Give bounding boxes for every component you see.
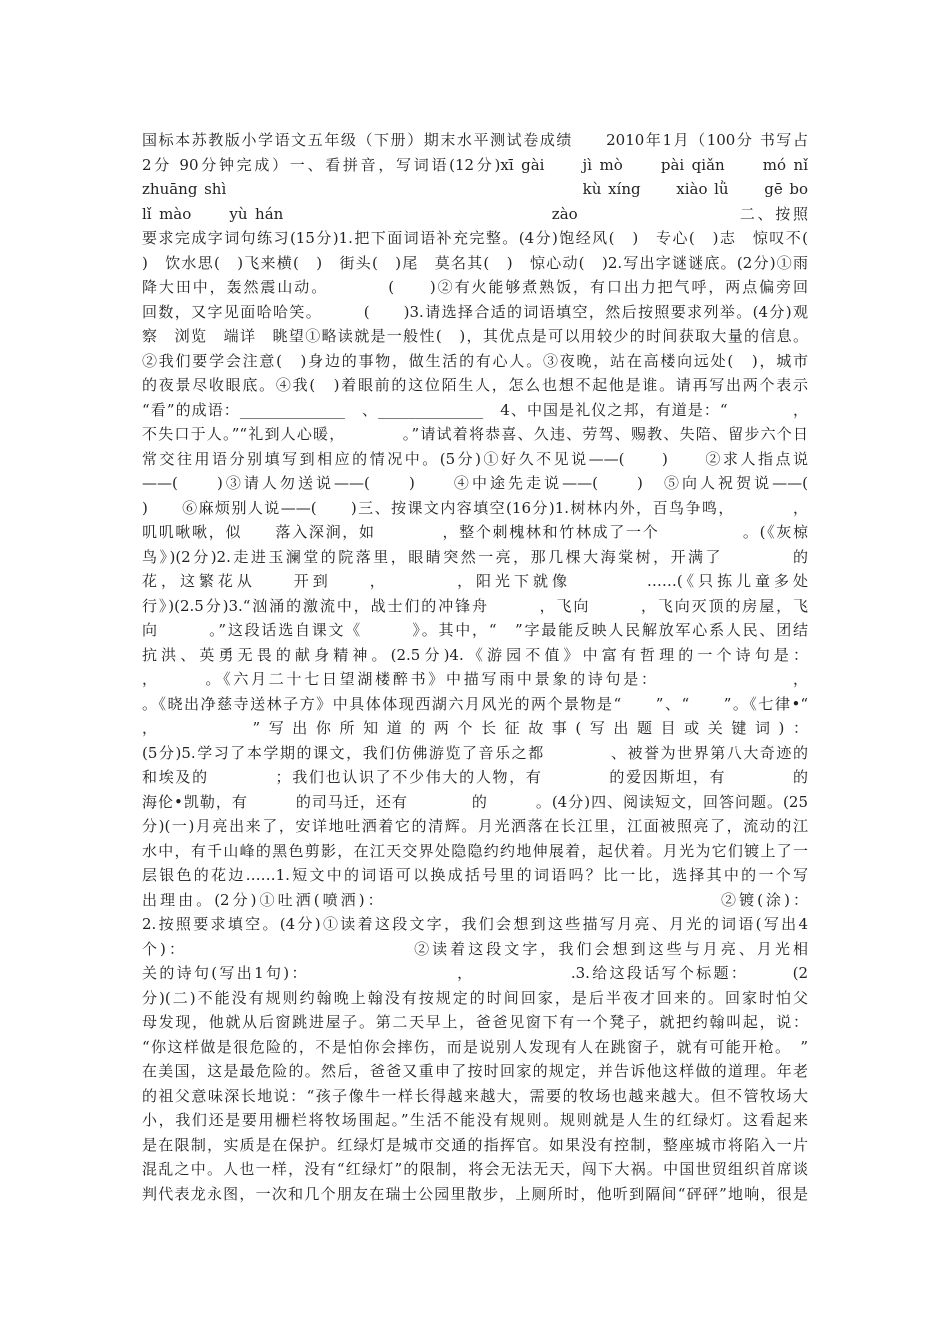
text-line: 要求完成字词句练习(15分)1.把下面词语补充完整。(4分)饱经风( ) 专心( )志 惊叹不(	[142, 229, 808, 247]
text-line: 花，这繁花从 开到 ， ，阳光下就像 ……(《只拣儿童多处	[142, 572, 808, 590]
text-line: 向 。”这段话选自课文《 》。其中，“ ”字最能反映人民解放军心系人民、团结	[142, 621, 808, 639]
text-line: 不失口于人。”“礼到人心暖， 。”请试着将恭喜、久违、劳驾、赐教、失陪、留步六个日	[142, 425, 808, 443]
text-line: ) 饮水思( )飞来横( ) 街头( )尾 莫名其( ) 惊心动( )2.写出字谜谜底。(2分)①雨	[142, 253, 808, 272]
text-line: 鸟》)(2分)2.走进玉澜堂的院落里，眼睛突然一亮，那几棵大海棠树，开满了 的	[142, 547, 808, 566]
text-line: 降大田中，轰然震山动。 ( )②有火能够煮熟饭，有口出力把气呼，两点偏旁回	[142, 278, 808, 296]
text-line: 的祖父意味深长地说：“孩子像牛一样长得越来越大，需要的牧场也越来越大。但不管牧场大	[142, 1086, 808, 1105]
text-line: 国标本苏教版小学语文五年级（下册）期末水平测试卷成绩 2010年1月（100分 书写占	[142, 131, 808, 149]
text-line: lǐ mào yù hán zào 二、按照	[142, 204, 808, 223]
text-line: 出理由。(2分)①吐洒(喷洒)： ②镀(涂)：	[142, 890, 808, 909]
text-line: zhuāng shì kù xíng xiào lǜ gē bo	[142, 180, 808, 198]
text-line: “看”的成语：______________ 、______________ 4、中国是礼仪之邦，有道是：“ ，	[142, 400, 808, 419]
text-line: 2.按照要求填空。(4分)①读着这段文字，我们会想到这些描写月亮、月光的词语(写出4	[142, 915, 808, 933]
text-line: 行》)(2.5分)3.“汹涌的激流中，战士们的冲锋舟 ，飞向 ，飞向灭顶的房屋，飞	[142, 596, 808, 615]
text-line: 抗洪、英勇无畏的献身精神。(2.5分)4.《游园不值》中富有哲理的一个诗句是：	[142, 645, 808, 664]
text-line: 的夜景尽收眼底。④我( )着眼前的这位陌生人，怎么也想不起他是谁。请再写出两个表示	[142, 376, 808, 394]
text-line: 关的诗句(写出1句)： ， .3.给这段话写个标题： (2	[142, 964, 808, 982]
text-line: (5分)5.学习了本学期的课文，我们仿佛游览了音乐之都 、被誉为世界第八大奇迹的	[142, 743, 808, 762]
text-line: 。《晓出净慈寺送林子方》中具体体现西湖六月风光的两个景物是“ ”、“ ”。《七律•“	[142, 694, 808, 713]
document-page	[142, 128, 808, 1206]
text-line: 个)： ②读着这段文字，我们会想到这些与月亮、月光相	[142, 939, 808, 958]
text-line: ， 。《六月二十七日望湖楼醉书》中描写雨中景象的诗句是： ，	[142, 670, 808, 688]
text-line: ， ”写出你所知道的两个长征故事(写出题目或关键词)：	[142, 719, 808, 737]
text-line: 是在限制，实质是在保护。红绿灯是城市交通的指挥官。如果没有控制，整座城市将陷入一片	[142, 1135, 808, 1154]
text-line: 母发现，他就从后窗跳进屋子。第二天早上，爸爸见窗下有一个凳子，就把约翰叫起，说：	[142, 1013, 808, 1031]
text-line: 小，我们还是要用栅栏将牧场围起。”生活不能没有规则。规则就是人生的红绿灯。这看起来	[142, 1111, 808, 1129]
text-line: 层银色的花边……1.短文中的词语可以换成括号里的词语吗？比一比，选择其中的一个写	[142, 866, 808, 884]
text-line: 海伦•凯勒，有 的司马迁，还有 的 。(4分)四、阅读短文，回答问题。(25	[142, 792, 808, 811]
text-line: ——( )③请人勿送说——( ) ④中途先走说——( ) ⑤向人祝贺说——(	[142, 474, 808, 492]
text-line: 混乱之中。人也一样，没有“红绿灯”的限制，将会无法无天，闯下大祸。中国世贸组织首席谈	[142, 1160, 808, 1178]
text-line: 常交往用语分别填写到相应的情况中。(5分)①好久不见说——( ) ②求人指点说	[142, 449, 808, 468]
text-line: ) ⑥麻烦别人说——( )三、按课文内容填空(16分)1.树林内外，百鸟争鸣， ，	[142, 498, 808, 517]
text-line: 分)(一)月亮出来了，安详地吐洒着它的清辉。月光洒落在长江里，江面被照亮了，流动的江	[142, 817, 808, 835]
text-line: 察 浏览 端详 眺望①略读就是一般性( )，其优点是可以用较少的时间获取大量的信息。	[142, 327, 808, 345]
text-line: “你这样做是很危险的，不是怕你会摔伤，而是说别人发现有人在跳窗子，就有可能开枪。 ”	[142, 1037, 808, 1056]
text-line: 和埃及的 ；我们也认识了不少伟大的人物，有 的爱因斯坦，有 的	[142, 768, 808, 786]
text-line: 回数，又字见面哈哈笑。 ( )3.请选择合适的词语填空，然后按照要求列举。(4分)观	[142, 302, 808, 321]
text-line: 水中，有千山峰的黑色剪影，在江天交界处隐隐约约地伸展着，起伏着。月光为它们镀上了一	[142, 841, 808, 860]
text-line: 分)(二)不能没有规则约翰晚上翰没有按规定的时间回家，是后半夜才回来的。回家时怕父	[142, 988, 808, 1007]
text-line: 判代表龙永图，一次和几个朋友在瑞士公园里散步，上厕所时，他听到隔间“砰砰”地响，很是	[142, 1184, 808, 1203]
text-line: ②我们要学会注意( )身边的事物，做生活的有心人。③夜晚，站在高楼向远处( )，城市	[142, 351, 808, 370]
text-line: 叽叽啾啾，似 落入深涧，如 ，整个刺槐林和竹林成了一个 。(《灰椋	[142, 523, 808, 541]
text-line: 2分 90分钟完成）一、看拼音，写词语(12分)xī gài jì mò pài qiǎn mó nǐ	[142, 155, 808, 174]
text-line: 在美国，这是最危险的。然后，爸爸又重申了按时回家的规定，并告诉他这样做的道理。年老	[142, 1062, 808, 1080]
